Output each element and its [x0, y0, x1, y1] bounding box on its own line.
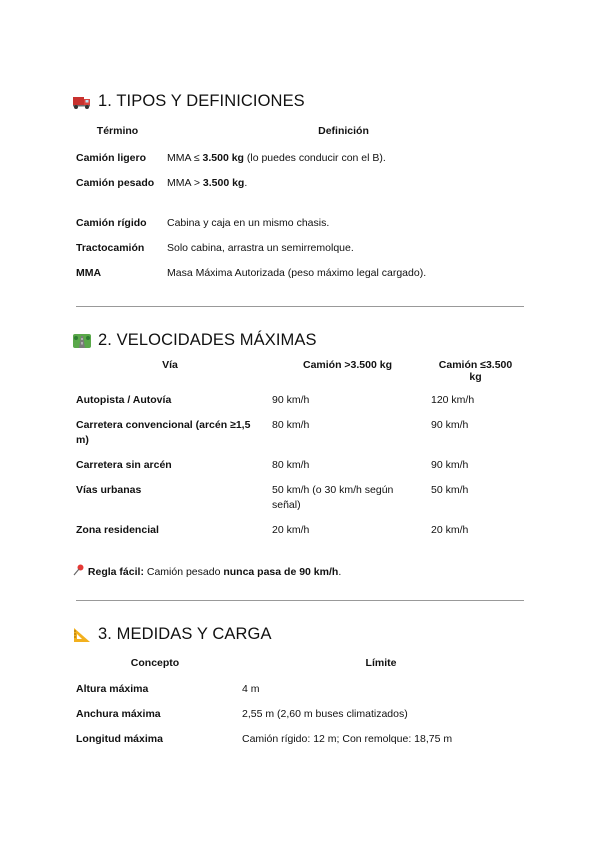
speed-heavy-cell: 80 km/h	[272, 419, 310, 431]
limit-cell: Camión rígido: 12 m; Con remolque: 18,75 m	[242, 733, 453, 745]
section-divider	[76, 306, 524, 307]
speed-light-cell: 20 km/h	[431, 524, 469, 536]
definition-cell: MMA > 3.500 kg.	[167, 177, 248, 189]
section-2-title-text: 2. VELOCIDADES MÁXIMAS	[98, 331, 317, 349]
concept-cell: Anchura máxima	[76, 708, 161, 720]
table-row	[72, 682, 524, 707]
dimensions-table	[72, 657, 524, 757]
speed-heavy-cell: 90 km/h	[272, 394, 310, 406]
limit-cell: 2,55 m (2,60 m buses climatizados)	[242, 708, 408, 720]
section-divider	[76, 600, 524, 601]
term-cell: Camión rígido	[76, 217, 147, 229]
speed-heavy-cell: 50 km/h (o 30 km/h según señal)	[272, 484, 394, 511]
section-2-title	[72, 331, 524, 350]
road-icon	[72, 333, 92, 349]
definition-cell: Masa Máxima Autorizada (peso máximo legal cargado).	[167, 267, 427, 279]
column-header-limite: Límite	[365, 657, 397, 669]
rule-note	[72, 564, 341, 578]
column-header-concepto: Concepto	[130, 657, 180, 669]
via-cell: Carretera convencional (arcén ≥1,5 m)	[76, 419, 251, 446]
table-row	[72, 732, 524, 757]
table-row	[72, 241, 524, 266]
table-row	[72, 216, 524, 241]
term-cell: Tractocamión	[76, 242, 145, 254]
column-header-via: Vía	[162, 359, 178, 371]
section-tipos-definiciones	[72, 92, 524, 300]
concept-cell: Altura máxima	[76, 683, 149, 695]
section-medidas-carga	[72, 625, 524, 757]
section-3-title	[72, 625, 524, 644]
rule-note-text: Camión pesado	[143, 566, 224, 578]
table-row	[72, 483, 524, 523]
triangular-ruler-icon	[72, 627, 92, 643]
definitions-table	[72, 125, 524, 300]
truck-icon	[72, 94, 92, 110]
table-row	[72, 523, 524, 548]
term-cell: Camión pesado	[76, 177, 155, 189]
table-row	[72, 266, 524, 300]
table-row	[72, 393, 524, 418]
column-header-definicion: Definición	[318, 125, 369, 137]
term-cell: Camión ligero	[76, 152, 147, 164]
column-header-termino: Término	[96, 125, 139, 137]
definition-cell: MMA ≤ 3.500 kg (lo puedes conducir con el B).	[167, 152, 386, 164]
limit-cell: 4 m	[242, 683, 260, 695]
via-cell: Zona residencial	[76, 524, 159, 536]
rule-note-emphasis: nunca pasa de 90 km/h	[223, 566, 339, 578]
rule-note-label: Regla fácil:	[87, 566, 144, 578]
section-velocidades-maximas	[72, 331, 524, 548]
section-1-title-text: 1. TIPOS Y DEFINICIONES	[98, 92, 305, 110]
section-1-title	[72, 92, 524, 111]
rule-note-end: .	[338, 566, 342, 578]
table-row	[72, 151, 524, 176]
table-row	[72, 458, 524, 483]
table-row	[72, 418, 524, 458]
speed-light-cell: 90 km/h	[431, 459, 469, 471]
speed-heavy-cell: 20 km/h	[272, 524, 310, 536]
speed-light-cell: 90 km/h	[431, 419, 469, 431]
pushpin-icon	[72, 564, 85, 576]
column-header-camion-pesado: Camión >3.500 kg	[303, 359, 392, 371]
speed-light-cell: 50 km/h	[431, 484, 469, 496]
via-cell: Autopista / Autovía	[76, 394, 172, 406]
concept-cell: Longitud máxima	[76, 733, 163, 745]
via-cell: Vías urbanas	[76, 484, 142, 496]
section-3-title-text: 3. MEDIDAS Y CARGA	[98, 625, 272, 643]
speed-heavy-cell: 80 km/h	[272, 459, 310, 471]
column-header-camion-ligero: Camión ≤3.500 kg	[438, 359, 513, 383]
speeds-table	[72, 359, 524, 548]
via-cell: Carretera sin arcén	[76, 459, 172, 471]
definition-cell: Cabina y caja en un mismo chasis.	[167, 217, 330, 229]
definition-cell: Solo cabina, arrastra un semirremolque.	[167, 242, 354, 254]
term-cell: MMA	[76, 267, 102, 279]
table-row	[72, 176, 524, 216]
table-row	[72, 707, 524, 732]
speed-light-cell: 120 km/h	[431, 394, 475, 406]
